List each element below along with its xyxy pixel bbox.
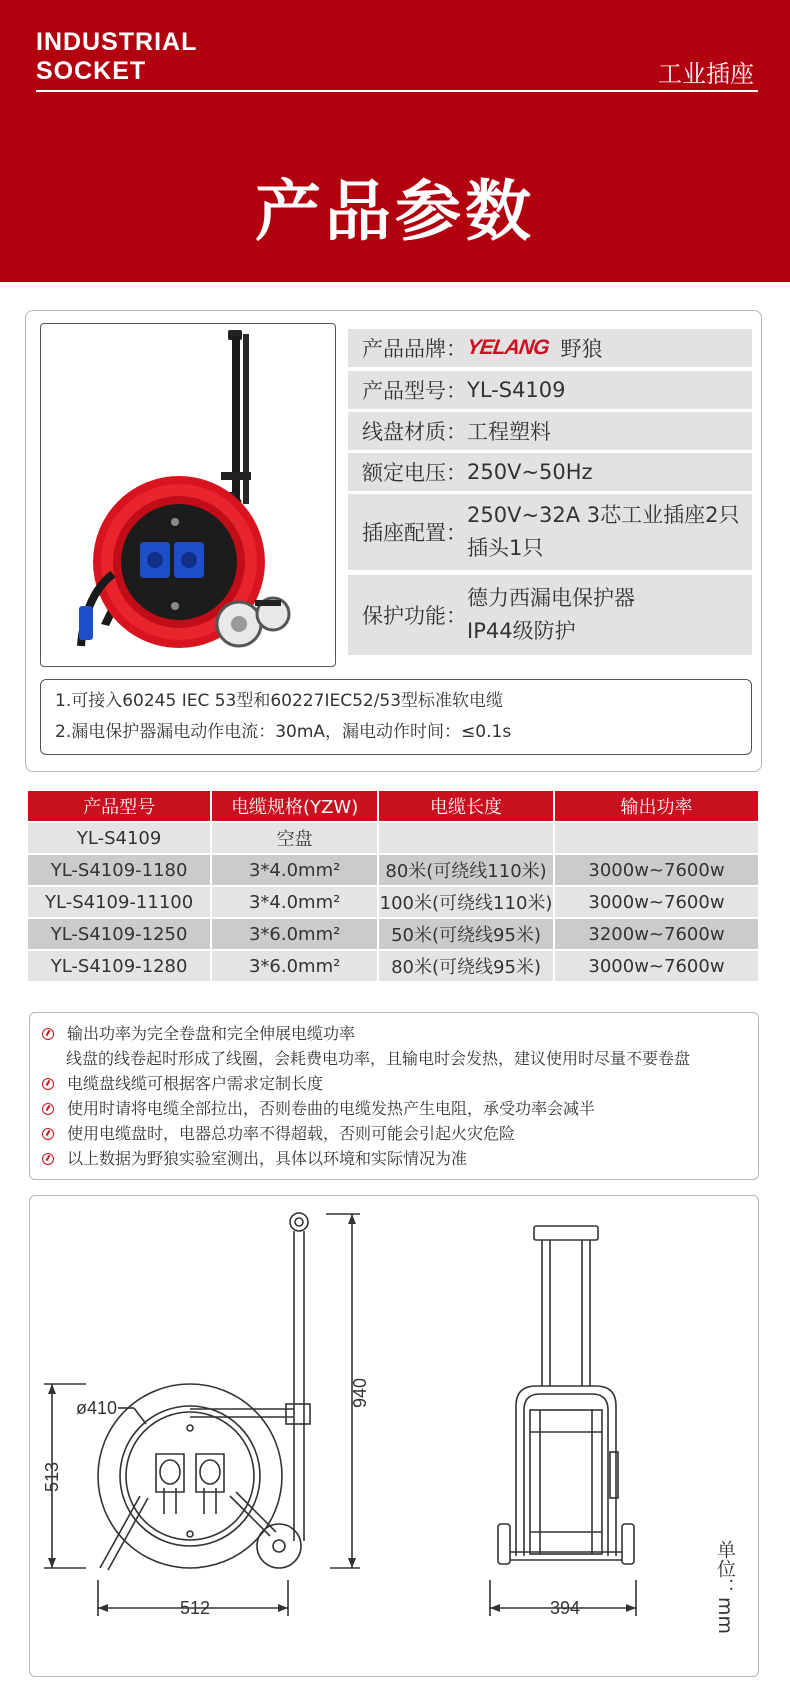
warning-icon [42,1028,54,1040]
table-cell: 空盘 [212,823,377,853]
table-cell: YL-S4109-1280 [28,951,210,981]
spec-value-line: 德力西漏电保护器 [467,586,635,610]
tip-item [42,1021,746,1046]
table-cell [555,823,758,853]
tip-text: 电缆盘线缆可根据客户需求定制长度 [67,1074,324,1093]
cable-reel-photo-icon [41,324,336,667]
column-header: 产品型号 [28,791,210,821]
product-photo [40,323,336,667]
header-divider [36,90,758,92]
table-cell: 3*4.0mm² [212,855,377,885]
spec-row-voltage [348,453,752,491]
table-cell: YL-S4109-11100 [28,887,210,917]
spec-value: 工程塑料 [467,420,551,444]
spec-value [467,499,740,565]
spec-value: 250V~50Hz [467,460,593,484]
tip-subtext: 线盘的线卷起时形成了线圈，会耗费电功率，且输电时会发热，建议使用时尽量不要卷盘 [66,1049,691,1068]
spec-value-line: 250V~32A 3芯工业插座2只 [467,503,740,527]
diameter-label: ø410 [76,1398,118,1418]
spec-label: 产品品牌： [362,337,467,361]
table-cell: 80米(可绕线95米) [379,951,553,981]
column-header: 电缆长度 [379,791,553,821]
spec-value-line: IP44级防护 [467,619,576,643]
spec-label: 产品型号： [362,379,467,403]
warning-icon [42,1103,54,1115]
spec-label: 线盘材质： [362,420,467,444]
tip-item [42,1121,746,1146]
table-cell: 80米(可绕线110米) [379,855,553,885]
table-row [28,855,758,885]
width-side-label: 512 [180,1598,211,1618]
table-row [28,951,758,981]
brand-title-en [36,28,197,86]
table-header-row [28,791,758,821]
category-label: 工业插座 [658,60,754,88]
spec-label: 额定电压： [362,461,467,485]
tip-item [42,1146,746,1171]
table-cell: 3200w~7600w [555,919,758,949]
yelang-logo: YELANG [465,336,551,359]
spec-label: 插座配置： [362,521,467,545]
tip-text: 使用电缆盘时，电器总功率不得超载，否则可能会引起火灾危险 [67,1124,516,1143]
warning-icon [42,1078,54,1090]
unit-label: 单位：mm [714,1540,736,1635]
dimension-drawing [29,1195,759,1677]
brand-line-2: SOCKET [36,57,147,85]
table-cell: 100米(可绕线110米) [379,887,553,917]
spec-value-line: 插头1只 [467,536,544,560]
table-cell: 3000w~7600w [555,951,758,981]
table-cell: 3*6.0mm² [212,951,377,981]
table-cell: YL-S4109-1250 [28,919,210,949]
spec-row-model [348,371,752,409]
table-cell: 3*4.0mm² [212,887,377,917]
warning-icon [42,1128,54,1140]
table-cell: 50米(可绕线95米) [379,919,553,949]
note-item: 2.漏电保护器漏电动作电流：30mA，漏电动作时间：≤0.1s [55,722,512,742]
tip-text: 以上数据为野狼实验室测出，具体以环境和实际情况为准 [67,1149,468,1168]
model-table [26,789,760,983]
spec-value: YL-S4109 [467,378,566,402]
table-row [28,823,758,853]
table-cell: YL-S4109-1180 [28,855,210,885]
notes-box [40,679,752,755]
note-item: 1.可接入60245 IEC 53型和60227IEC52/53型标准软电缆 [55,691,504,711]
tip-text: 输出功率为完全卷盘和完全伸展电缆功率 [67,1024,356,1043]
dimension-drawing-svg [30,1196,759,1677]
table-cell: 3000w~7600w [555,855,758,885]
spec-label: 保护功能： [362,604,467,628]
height-total-label: 940 [350,1377,370,1408]
table-cell [379,823,553,853]
tip-item [42,1071,746,1096]
table-row [28,887,758,917]
column-header: 输出功率 [555,791,758,821]
spec-row-socket-config [348,494,752,570]
header-banner [0,0,790,282]
brand-line-1: INDUSTRIAL [36,28,198,56]
height-reel-label: 513 [42,1461,62,1492]
table-row [28,919,758,949]
table-cell: YL-S4109 [28,823,210,853]
warning-icon [42,1153,54,1165]
width-front-label: 394 [550,1598,581,1618]
spec-row-material [348,412,752,450]
spec-value [467,582,635,648]
column-header: 电缆规格(YZW) [212,791,377,821]
spec-row-brand [348,329,752,367]
table-cell: 3*6.0mm² [212,919,377,949]
spec-card [25,310,762,772]
tips-box [29,1012,759,1180]
table-cell: 3000w~7600w [555,887,758,917]
spec-value: 野狼 [560,337,603,361]
spec-row-protection [348,575,752,655]
tip-text: 使用时请将电缆全部拉出，否则卷曲的电缆发热产生电阻，承受功率会减半 [67,1099,596,1118]
page-title: 产品参数 [255,173,535,250]
tip-item [42,1096,746,1121]
